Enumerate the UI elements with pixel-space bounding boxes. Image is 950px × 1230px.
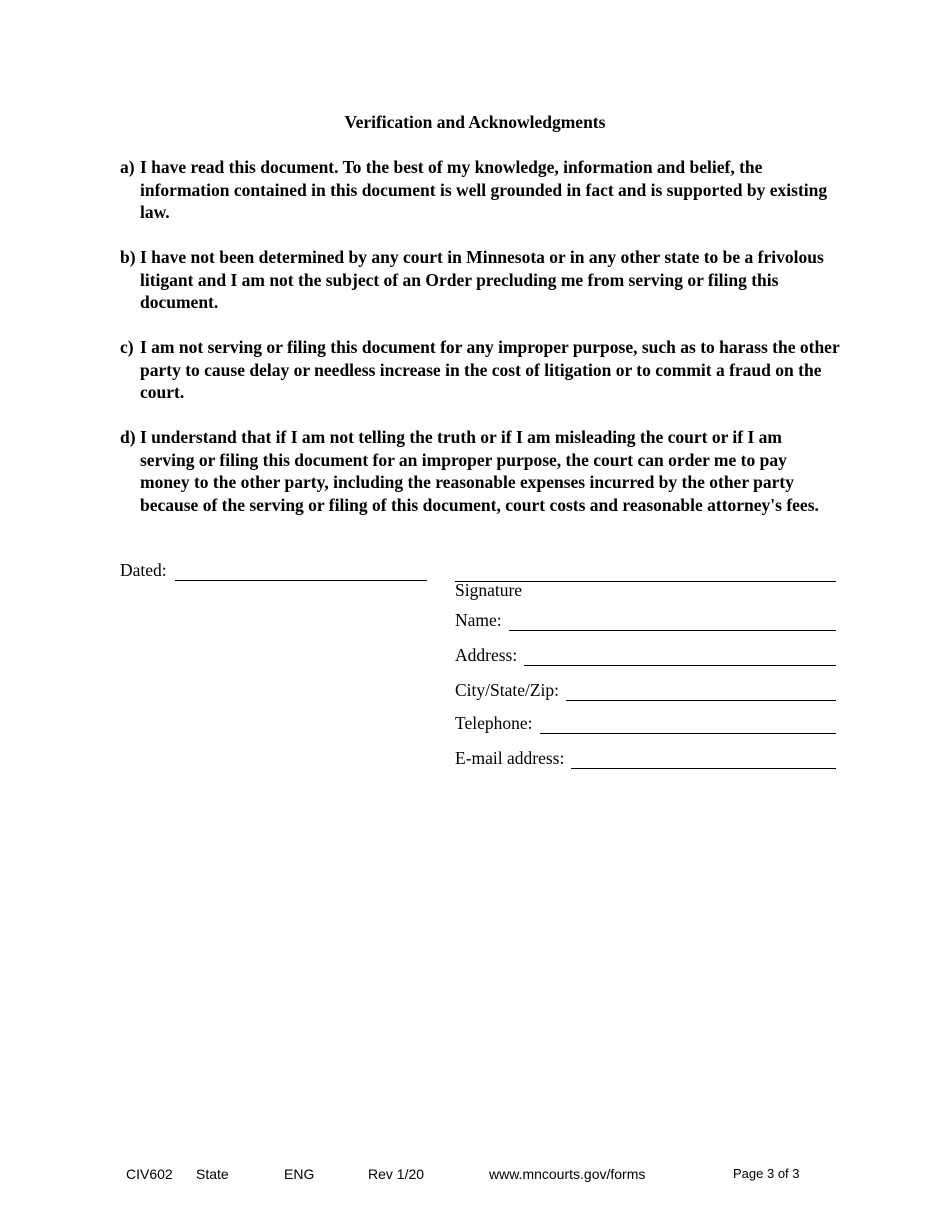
acknowledgment-item-a	[120, 156, 840, 224]
acknowledgment-item-c	[120, 336, 840, 404]
dated-row	[120, 560, 427, 581]
footer-page-number: Page 3 of 3	[733, 1166, 800, 1181]
footer-language: ENG	[284, 1166, 315, 1182]
dated-field[interactable]	[175, 560, 427, 581]
telephone-row	[455, 713, 836, 734]
telephone-field[interactable]	[540, 713, 837, 734]
signature-label: Signature	[455, 580, 523, 600]
item-text: I understand that if I am not telling the truth or if I am misleading the court or if I am serving or filing this document for an improper purpose, the court can order me to pay money to the other party, including the reasonable expenses incurred by the other party because of the serving or filing of this document, court costs and reasonable attorney's fees.	[140, 427, 819, 515]
email-label: E-mail address:	[455, 748, 565, 768]
name-row	[455, 610, 836, 631]
item-letter: d)	[120, 427, 136, 447]
footer-website[interactable]: www.mncourts.gov/forms	[489, 1166, 646, 1182]
city-state-zip-row	[455, 680, 836, 701]
email-row	[455, 748, 836, 769]
item-letter: c)	[120, 337, 134, 357]
telephone-label: Telephone:	[455, 713, 533, 733]
item-text: I have read this document. To the best of my knowledge, information and belief, the information contained in this document is well grounded in fact and is supported by existing law.	[140, 157, 828, 222]
page-footer	[0, 1166, 950, 1186]
acknowledgment-item-b	[120, 246, 840, 314]
footer-form-id: CIV602	[126, 1166, 173, 1182]
item-text: I am not serving or filing this document for any improper purpose, such as to harass the other party to cause delay or needless increase in the cost of litigation or to commit a fraud on the court.	[140, 337, 840, 402]
address-row	[455, 645, 836, 666]
name-label: Name:	[455, 610, 502, 630]
address-label: Address:	[455, 645, 518, 665]
page-title: Verification and Acknowledgments	[344, 112, 606, 132]
acknowledgment-item-d	[120, 426, 840, 516]
item-text: I have not been determined by any court in Minnesota or in any other state to be a frivolous litigant and I am not the subject of an Order precluding me from serving or filing this document.	[140, 247, 824, 312]
address-field[interactable]	[524, 645, 836, 666]
item-letter: b)	[120, 247, 136, 267]
name-field[interactable]	[509, 610, 836, 631]
email-field[interactable]	[571, 748, 836, 769]
footer-revision: Rev 1/20	[368, 1166, 425, 1182]
dated-label: Dated:	[120, 560, 167, 580]
item-letter: a)	[120, 157, 135, 177]
footer-jurisdiction: State	[196, 1166, 229, 1182]
city-state-zip-field[interactable]	[566, 680, 836, 701]
acknowledgment-list	[120, 156, 840, 539]
city-state-zip-label: City/State/Zip:	[455, 680, 560, 700]
